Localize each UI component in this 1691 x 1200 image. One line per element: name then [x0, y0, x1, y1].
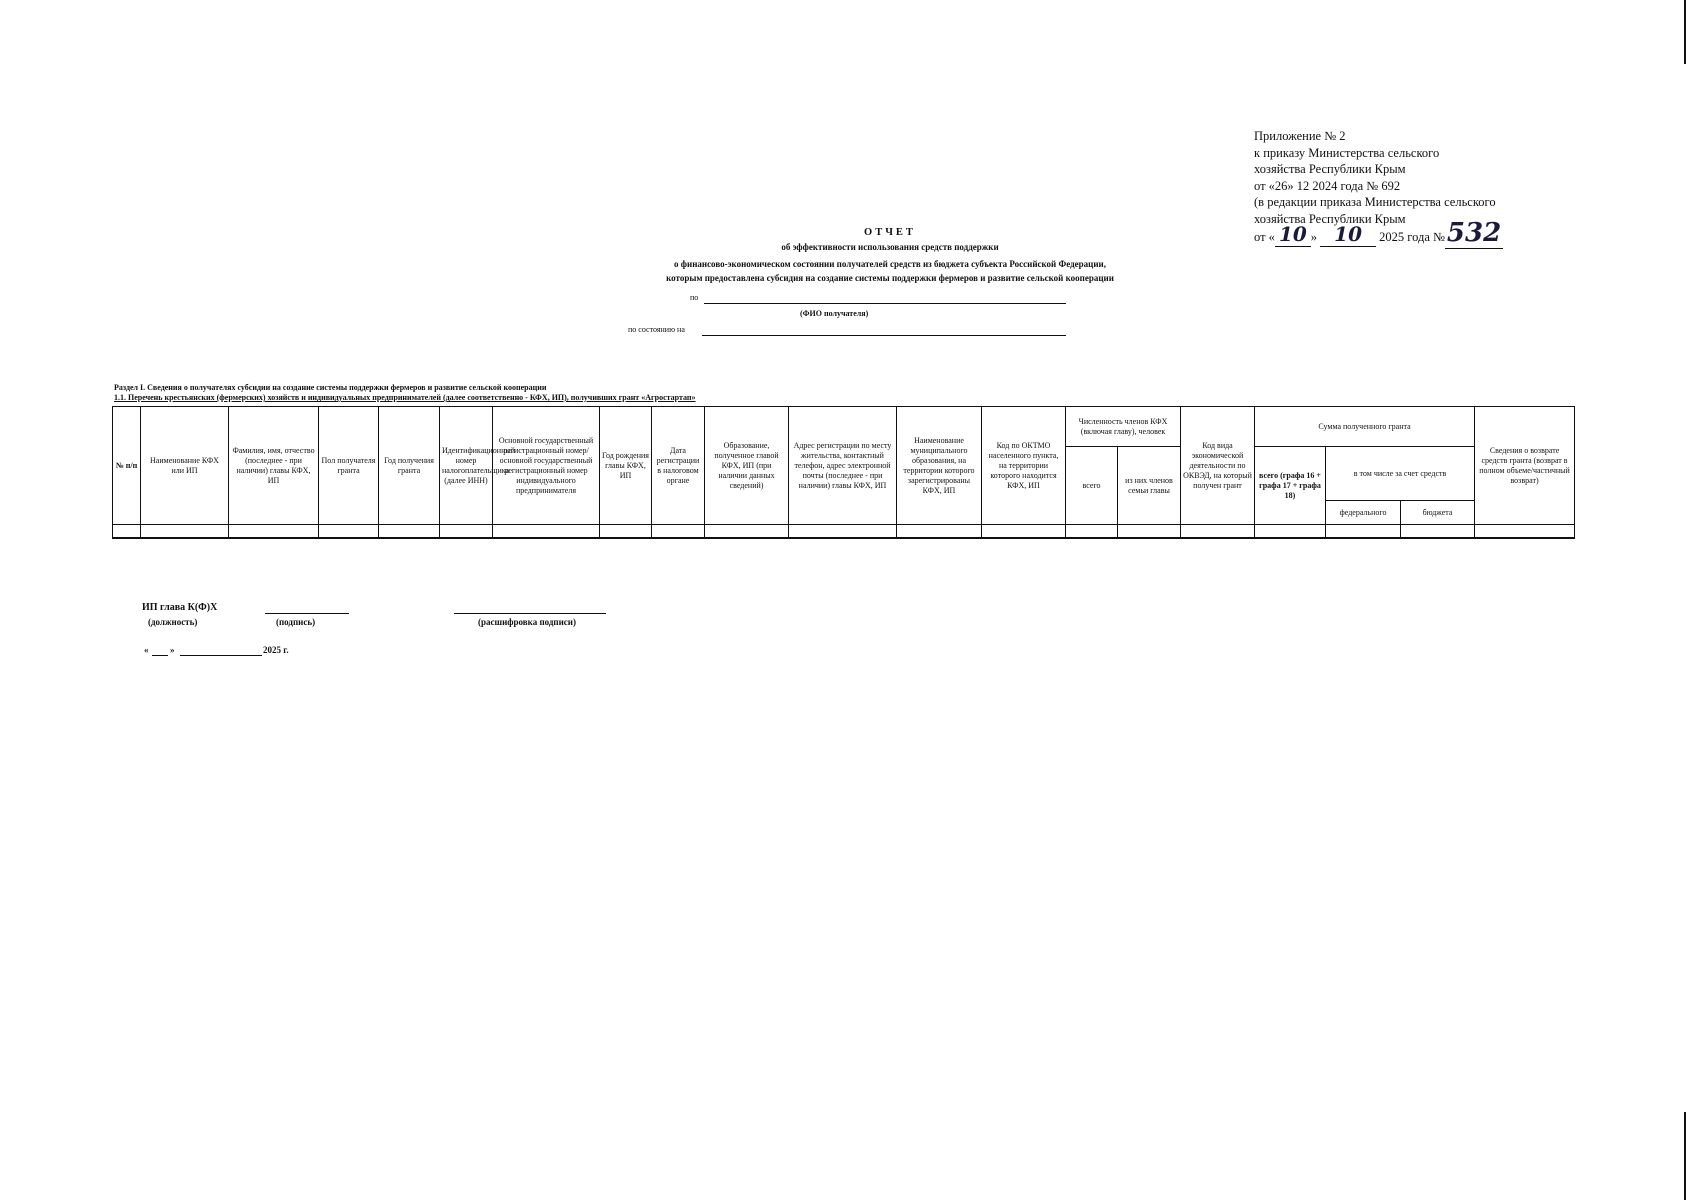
amendment-sep: »	[1310, 230, 1321, 244]
header-budget: бюджета	[1401, 501, 1475, 525]
table-cell	[379, 525, 440, 539]
header-oktmo: Код по ОКТМО населенного пункта, на территории которого находится КФХ, ИП	[982, 407, 1066, 525]
table-cell	[1181, 525, 1255, 539]
annex-line: Приложение № 2	[1254, 129, 1346, 143]
table-cell	[440, 525, 493, 539]
date-close-quote: »	[170, 645, 175, 655]
amendment-prefix: от «	[1254, 230, 1275, 244]
report-title-block	[560, 226, 1220, 285]
table-cell	[319, 525, 379, 539]
header-members-total: всего	[1066, 447, 1118, 525]
header-num: № п/п	[113, 407, 141, 525]
header-inn: Идентификационный номер налогоплательщика (далее ИНН)	[440, 407, 493, 525]
header-members: Численность членов КФХ (включая главу), человек	[1066, 407, 1181, 447]
scan-edge-mark-top	[1684, 0, 1686, 64]
date-day-line	[152, 655, 168, 656]
header-federal: федерального	[1326, 501, 1401, 525]
header-birth-year: Год рождения главы КФХ, ИП	[600, 407, 652, 525]
amendment-year: 2025 года №	[1379, 230, 1445, 244]
section-caption	[114, 383, 696, 403]
header-refund: Сведения о возврате средств гранта (возврат в полном объеме/частичный возврат)	[1475, 407, 1575, 525]
signature-decode-caption: (расшифровка подписи)	[478, 617, 576, 627]
scan-edge-mark-bottom	[1684, 1112, 1686, 1200]
table-cell	[493, 525, 600, 539]
table-cell	[897, 525, 982, 539]
table-row	[113, 525, 1575, 539]
header-municipality: Наименование муниципального образования, на территории которого зарегистрированы КФХ, ИП	[897, 407, 982, 525]
recipient-name-line	[704, 303, 1066, 304]
header-grant-incl: в том числе за счет средств	[1326, 447, 1475, 501]
header-grant-total: всего (графа 16 + графа 17 + графа 18)	[1255, 447, 1326, 525]
header-year-grant: Год получения гранта	[379, 407, 440, 525]
report-subtitle: об эффективности использования средств поддержки	[781, 242, 999, 252]
signature-caption: (подпись)	[276, 617, 316, 627]
annex-line: хозяйства Республики Крым	[1254, 162, 1406, 176]
report-subtitle: о финансово-экономическом состоянии получателей средств из бюджета субъекта Российской Федерации,	[674, 259, 1106, 269]
signature-line	[265, 613, 349, 614]
header-ogrn: Основной государственный регистрационный номер/основной государственный регистрационный номер индивидуального предпринимателя	[493, 407, 600, 525]
table-cell	[141, 525, 229, 539]
date-year: 2025 г.	[263, 645, 289, 655]
annex-line: к приказу Министерства сельского	[1254, 145, 1440, 160]
report-subtitle: которым предоставлена субсидия на создание системы поддержки фермеров и развитие сельской кооперации	[666, 273, 1114, 283]
table-cell	[229, 525, 319, 539]
table-cell	[705, 525, 789, 539]
table-cell	[1326, 525, 1401, 539]
section-heading: Раздел I. Сведения о получателях субсидии на создание системы поддержки фермеров и развитие сельской кооперации	[114, 383, 547, 392]
table-cell	[600, 525, 652, 539]
grant-recipients-table	[112, 406, 1575, 539]
header-okved: Код вида экономической деятельности по ОКВЭД, на который получен грант	[1181, 407, 1255, 525]
handwritten-month: 10	[1320, 222, 1376, 247]
date-open-quote: «	[144, 645, 149, 655]
header-name: Наименование КФХ или ИП	[141, 407, 229, 525]
position-caption: (должность)	[148, 617, 198, 627]
table-cell	[789, 525, 897, 539]
annex-line: (в редакции приказа Министерства сельского	[1254, 195, 1496, 209]
table-cell	[113, 525, 141, 539]
header-address: Адрес регистрации по месту жительства, контактный телефон, адрес электронной почты (последнее - при наличии) главы КФХ, ИП	[789, 407, 897, 525]
table-cell	[982, 525, 1066, 539]
signature-decode-line	[454, 613, 606, 614]
annex-line: хозяйства Республики Крым	[1254, 211, 1406, 226]
table-cell	[1066, 525, 1118, 539]
recipient-prefix: по	[690, 293, 699, 302]
report-date-line	[702, 335, 1066, 336]
header-grant-sum: Сумма полученного гранта	[1255, 407, 1475, 447]
table-cell	[1255, 525, 1326, 539]
report-date-prefix: по состоянию на	[628, 325, 685, 334]
header-members-family: из них членов семьи главы	[1118, 447, 1181, 525]
table-cell	[1475, 525, 1575, 539]
annex-line: от «26» 12 2024 года № 692	[1254, 178, 1401, 193]
subsection-heading: 1.1. Перечень крестьянских (фермерских) хозяйств и индивидуальных предпринимателей (далее соответственно - КФХ, ИП), получивших грант «Агростартап»	[114, 393, 696, 402]
table-cell	[1401, 525, 1475, 539]
signer-position: ИП глава К(Ф)Х	[142, 602, 218, 613]
header-fio: Фамилия, имя, отчество (последнее - при наличии) главы КФХ, ИП	[229, 407, 319, 525]
handwritten-number: 532	[1446, 218, 1502, 248]
recipient-caption: (ФИО получателя)	[800, 309, 869, 318]
header-gender: Пол получателя гранта	[319, 407, 379, 525]
handwritten-day: 10	[1275, 222, 1311, 247]
header-education: Образование, полученное главой КФХ, ИП (при наличии данных сведений)	[705, 407, 789, 525]
date-month-line	[180, 655, 262, 656]
table-cell	[1118, 525, 1181, 539]
header-reg-date: Дата регистрации в налоговом органе	[652, 407, 705, 525]
report-heading: ОТЧЕТ	[864, 227, 916, 238]
table-cell	[652, 525, 705, 539]
annex-block	[1254, 128, 1554, 246]
